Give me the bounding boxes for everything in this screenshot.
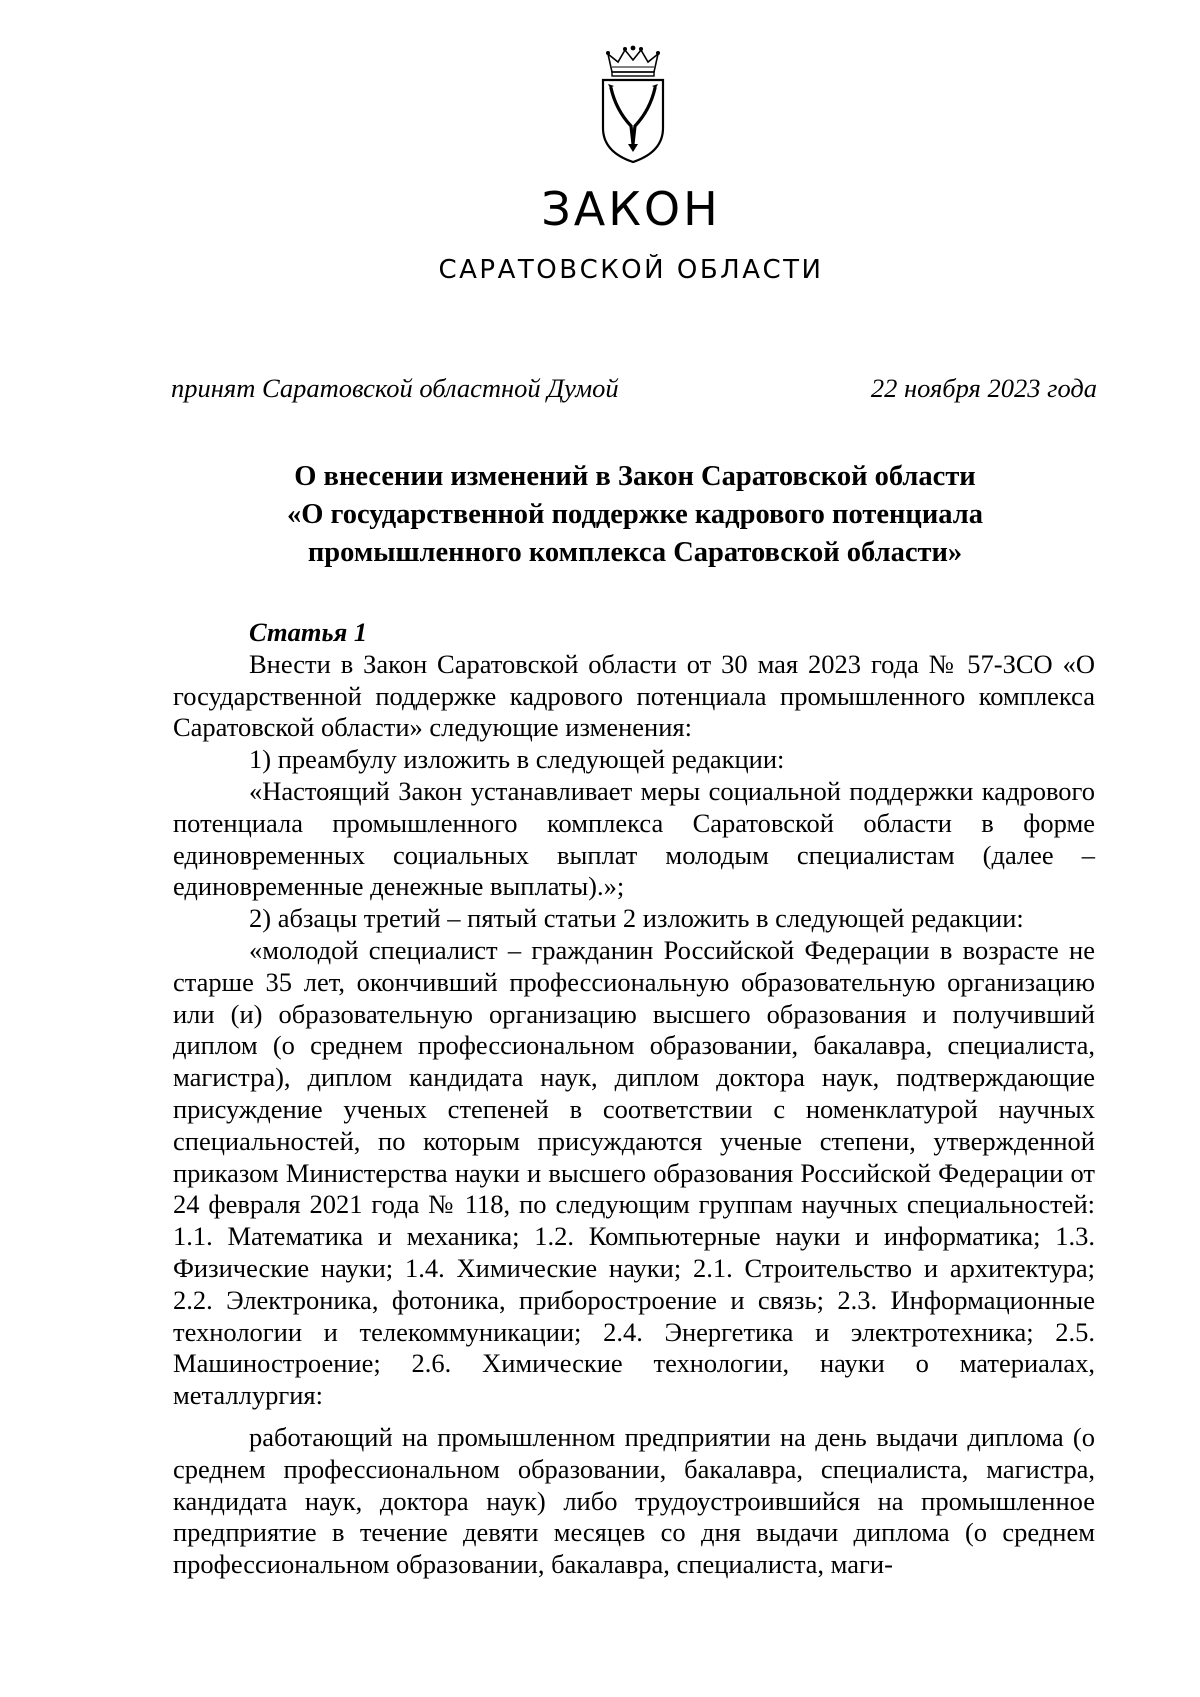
paragraph: 1) преамбулу изложить в следующей редакции: xyxy=(249,744,785,775)
paragraph: «молодой специалист – гражданин Российской Федерации в возрасте не старше 35 лет, окончивший профессиональную образовательную организацию или (и) образовательную организацию высшего образования и получивший диплом (о среднем профессиональном образовании, бакалавра, специалиста, магистра), диплом кандидата наук, диплом доктора наук, подтверждающие присуждение ученых степеней в соответствии с номенклатурой научных специальностей, по которым присуждаются ученые степени, утвержденной приказом Министерства науки и высшего образования Российской Федерации от 24 февраля 2021 года № 118, по следующим группам научных специальностей: 1.1. Математика и механика; 1.2. Компьютерные науки и информатика; 1.3. Физические науки; 1.4. Химические науки; 2.1. Строительство и архитектура; 2.2. Электроника, фотоника, приборостроение и связь; 2.3. Информационные технологии и телекоммуникации; 2.4. Энергетика и электротехника; 2.5. Машиностроение; 2.6. Химические технологии, науки о материалах, металлургия: xyxy=(173,934,1095,1411)
document-title: ЗАКОН xyxy=(541,182,721,236)
document-subtitle: САРАТОВСКОЙ ОБЛАСТИ xyxy=(438,255,824,285)
law-heading-line: промышленного комплекса Саратовской области» xyxy=(307,537,963,568)
paragraph: «Настоящий Закон устанавливает меры социальной поддержки кадрового потенциала промышленного комплекса Саратовской области в форме единовременных социальных выплат молодым специалистам (далее – единовременные денежные выплаты).»; xyxy=(173,775,1095,902)
law-heading-line: «О государственной поддержке кадрового потенциала xyxy=(287,499,983,530)
paragraph: Внести в Закон Саратовской области от 30 мая 2023 года № 57-ЗСО «О государственной поддержке кадрового потенциала промышленного комплекса Саратовской области» следующие изменения: xyxy=(173,648,1095,743)
saratov-coat-of-arms-icon xyxy=(598,44,668,166)
adoption-date: 22 ноября 2023 года xyxy=(870,373,1097,403)
law-heading xyxy=(150,458,1120,572)
paragraph: 2) абзацы третий – пятый статьи 2 изложить в следующей редакции: xyxy=(249,903,1024,934)
paragraph: работающий на промышленном предприятии на день выдачи диплома (о среднем профессиональном образовании, бакалавра, специалиста, магистра, кандидата наук, доктора наук) либо трудоустроившийся на промышленное предприятие в течение девяти месяцев со дня выдачи диплома (о среднем профессиональном образовании, бакалавра, специалиста, маги- xyxy=(173,1421,1095,1580)
document-body xyxy=(173,617,1095,1581)
adoption-line xyxy=(171,372,1097,404)
law-heading-line: О внесении изменений в Закон Саратовской области xyxy=(294,461,976,492)
adopted-by: принят Саратовской областной Думой xyxy=(171,373,619,403)
article-label: Статья 1 xyxy=(249,617,368,647)
